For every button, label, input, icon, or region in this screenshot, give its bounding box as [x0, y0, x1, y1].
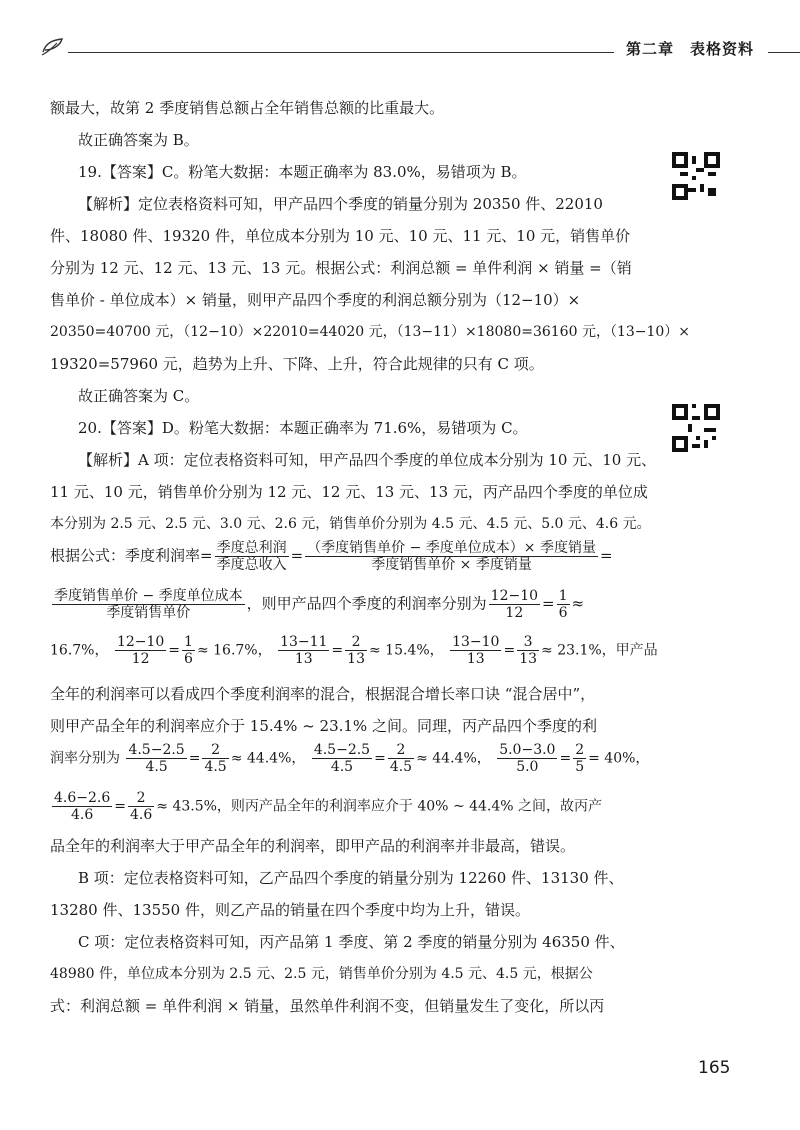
text-line: 售单价 - 单位成本）× 销量，则甲产品四个季度的利润总额分别为（12−10）×: [50, 291, 581, 309]
text-line: 品全年的利润率大于甲产品全年的利润率，即甲产品的利润率并非最高，错误。: [50, 837, 576, 855]
fraction: $\frac{4.5-2.5}{4.5}$: [128, 742, 185, 775]
fraction: $\frac{2}{13}$: [347, 634, 365, 667]
option-b: B 项：定位表格资料可知，乙产品四个季度的销量分别为 12260 件、13130 件、: [78, 869, 624, 887]
fraction: $\frac{1}{6}$: [558, 588, 568, 621]
formula-line-4: 润率分别为 $\frac{4.5-2.5}{4.5}$ = $\frac{2}{4.5}$ ≈ 44.4%， $\frac{4.5-2.5}{4.5}$ = $\frac{2}{4.5}$ ≈ 44.4%， $\frac{5.0-3.0}{5.0}$ = $\frac{2}{5}$ = 40%，: [50, 742, 650, 775]
text-line: 全年的利润率可以看成四个季度利润率的混合，根据混合增长率口诀 “混合居中”，: [50, 685, 596, 703]
fraction: $\frac{5.0-3.0}{5.0}$: [499, 742, 556, 775]
formula-text: 根据公式：季度利润率=: [50, 546, 213, 565]
option-c: C 项：定位表格资料可知，丙产品第 1 季度、第 2 季度的销量分别为 46350 件、: [78, 933, 625, 951]
fraction: $\frac{4.6-2.6}{4.6}$: [54, 790, 111, 823]
text-line: 额最大，故第 2 季度销售总额占全年销售总额的比重最大。: [50, 99, 445, 117]
formula-line-1: 根据公式：季度利润率= $\frac{\text{季度总利润}}{\text{季度总收入}}$ = $\frac{\text{（季度销售单价 − 季度单位成本）× 季度销量}}{\text{季度销售单价 × 季度销量}}$ =: [50, 540, 613, 573]
fraction: $\frac{13-10}{13}$: [452, 634, 500, 667]
formula-line-2: $\frac{\text{季度销售单价 − 季度单位成本}}{\text{季度销售单价}}$ ，则甲产品四个季度的利润率分别为 $\frac{12-10}{12}$ = $\frac{1}{6}$ ≈: [54, 588, 585, 621]
fraction: $\frac{13-11}{13}$: [280, 634, 328, 667]
formula-line-5: $\frac{4.6-2.6}{4.6}$ = $\frac{2}{4.6}$ ≈ 43.5%，则丙产品全年的利润率应介于 40% ~ 44.4% 之间，故丙产: [54, 790, 603, 823]
running-header: [40, 36, 800, 60]
text-line: 48980 件，单位成本分别为 2.5 元、2.5 元，销售单价分别为 4.5 元、4.5 元，根据公: [50, 966, 593, 982]
text-line: 则甲产品全年的利润率应介于 15.4% ~ 23.1% 之间。同理，丙产品四个季度的利: [50, 717, 597, 735]
text-line: 本分别为 2.5 元、2.5 元、3.0 元、2.6 元，销售单价分别为 4.5 元、4.5 元、5.0 元、4.6 元。: [50, 516, 651, 532]
text-line: 【解析】定位表格资料可知，甲产品四个季度的销量分别为 20350 件、22010: [78, 195, 603, 213]
text-line: 13280 件、13550 件，则乙产品的销量在四个季度中均为上升，错误。: [50, 901, 530, 919]
fraction: $\frac{1}{6}$: [184, 634, 193, 667]
answer-20: 20.【答案】D。粉笔大数据：本题正确率为 71.6%，易错项为 C。: [78, 419, 528, 437]
fraction: $\frac{2}{4.5}$: [389, 742, 413, 775]
text-line: 故正确答案为 B。: [78, 131, 199, 149]
fraction: $\frac{\text{（季度销售单价 − 季度单位成本）× 季度销量}}{\text{季度销售单价 × 季度销量}}$: [307, 540, 596, 573]
qr-code-icon[interactable]: [672, 404, 720, 452]
fraction: $\frac{2}{4.5}$: [204, 742, 227, 775]
text-line: 20350=40700 元，（12−10）×22010=44020 元，（13−11）×18080=36160 元，（13−10）×: [50, 324, 691, 340]
header-rule-left: [68, 52, 614, 53]
header-rule-right: [768, 52, 800, 53]
fraction: $\frac{2}{4.6}$: [130, 790, 153, 823]
fraction: $\frac{12-10}{12}$: [490, 588, 539, 621]
text-line: 分别为 12 元、12 元、13 元、13 元。根据公式：利润总额 = 单件利润 × 销量 =（销: [50, 259, 632, 277]
leaf-icon: [40, 36, 66, 56]
text-line: 【解析】A 项：定位表格资料可知，甲产品四个季度的单位成本分别为 10 元、10 元、: [78, 451, 657, 469]
fraction: $\frac{\text{季度总利润}}{\text{季度总收入}}$: [216, 540, 287, 573]
fraction: $\frac{\text{季度销售单价 − 季度单位成本}}{\text{季度销售单价}}$: [54, 588, 243, 621]
text-line: 件、18080 件、19320 件，单位成本分别为 10 元、10 元、11 元、10 元，销售单价: [50, 227, 631, 245]
text-line: 19320=57960 元，趋势为上升、下降、上升，符合此规律的只有 C 项。: [50, 355, 544, 373]
fraction: $\frac{3}{13}$: [519, 634, 538, 667]
text-line: 故正确答案为 C。: [78, 387, 200, 405]
text-line: 式：利润总额 = 单件利润 × 销量，虽然单件利润不变，但销量发生了变化，所以丙: [50, 997, 605, 1015]
fraction: $\frac{4.5-2.5}{4.5}$: [313, 742, 371, 775]
qr-code-icon[interactable]: [672, 152, 720, 200]
formula-line-3: 16.7%， $\frac{12-10}{12}$ = $\frac{1}{6}$ ≈ 16.7%， $\frac{13-11}{13}$ = $\frac{2}{13}$ ≈ 15.4%， $\frac{13-10}{13}$ = $\frac{3}{13}$ ≈ 23.1%，甲产品: [50, 634, 658, 667]
text-line: 11 元、10 元，销售单价分别为 12 元、12 元、13 元、13 元，丙产品四个季度的单位成: [50, 483, 648, 501]
chapter-title: 第二章 表格资料: [626, 40, 755, 58]
fraction: $\frac{2}{5}$: [575, 742, 585, 775]
page-number: 165: [698, 1058, 731, 1078]
fraction: $\frac{12-10}{12}$: [116, 634, 165, 667]
answer-19: 19.【答案】C。粉笔大数据：本题正确率为 83.0%，易错项为 B。: [78, 163, 527, 181]
